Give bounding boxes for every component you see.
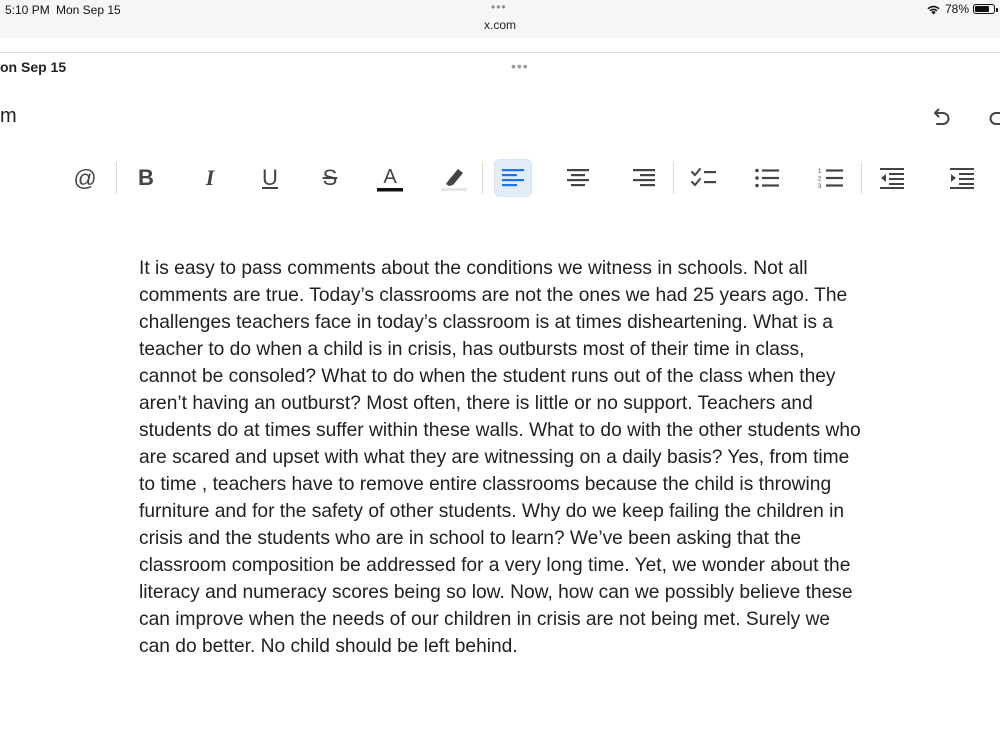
- increase-indent-button[interactable]: [943, 159, 981, 197]
- text-color-button[interactable]: [371, 159, 409, 197]
- toolbar-separator: [861, 162, 862, 194]
- paragraph-line: It is easy to pass comments about the conditions we witness in schools. Not all: [139, 258, 808, 279]
- checklist-icon: [690, 167, 718, 189]
- doc-date-label: on Sep 15: [0, 59, 67, 75]
- numbered-list-icon: [817, 167, 845, 189]
- svg-text:3: 3: [818, 184, 822, 189]
- redo-icon[interactable]: [985, 104, 1000, 130]
- address-bar-url[interactable]: x.com: [483, 18, 516, 32]
- mention-button[interactable]: [66, 159, 104, 197]
- status-time: 5:10 PM: [5, 3, 50, 17]
- paragraph-line: to time , teachers have to remove entire classrooms because the child is throwing: [139, 474, 832, 495]
- paragraph-line: comments are true. Today’s classrooms are not the ones we had 25 years ago. The: [139, 285, 848, 306]
- status-bar: [0, 0, 1000, 38]
- paragraph-line: classroom composition be addressed for a very long time. Yet, we wonder about the: [139, 555, 851, 576]
- toolbar-separator: [116, 162, 117, 194]
- underline-button[interactable]: [251, 159, 289, 197]
- at-sign-icon: @: [73, 164, 97, 191]
- text-color-icon: [373, 161, 407, 195]
- header-divider: [0, 52, 1000, 53]
- indent-decrease-icon: [878, 166, 906, 190]
- svg-text:A: A: [383, 166, 397, 188]
- strikethrough-button[interactable]: [311, 159, 349, 197]
- status-right-cluster: [926, 2, 995, 16]
- indent-increase-icon: [948, 166, 976, 190]
- svg-text:1: 1: [818, 169, 822, 175]
- paragraph-line: students do at times suffer within these walls. What to do with the other students who: [139, 420, 861, 441]
- battery-level-fill: [975, 6, 989, 12]
- paragraph-line: are scared and upset with what they are witnessing on a daily basis? Yes, from time: [139, 447, 850, 468]
- bulleted-list-button[interactable]: [748, 159, 786, 197]
- paragraph-line: aren’t having an outburst? Most often, there is little or no support. Teachers and: [139, 393, 813, 414]
- browser-more-dots-icon[interactable]: •••: [491, 0, 507, 14]
- align-center-icon: [565, 167, 591, 189]
- decrease-indent-button[interactable]: [873, 159, 911, 197]
- paragraph-line: literacy and numeracy scores being so low. Now, how can we possibly believe these: [139, 582, 853, 603]
- paragraph-line: challenges teachers face in today’s classroom is at times disheartening. What is a: [139, 312, 833, 333]
- toolbar-separator: [673, 162, 674, 194]
- align-left-button[interactable]: [494, 159, 532, 197]
- doc-title[interactable]: m: [0, 105, 17, 127]
- align-center-button[interactable]: [559, 159, 597, 197]
- checklist-button[interactable]: [685, 159, 723, 197]
- underline-icon: U: [262, 165, 278, 190]
- numbered-list-button[interactable]: [812, 159, 850, 197]
- italic-button[interactable]: [191, 159, 229, 197]
- status-date: Mon Sep 15: [56, 3, 121, 17]
- document-body[interactable]: [139, 255, 929, 660]
- bold-icon: B: [138, 165, 154, 190]
- battery-percent: 78%: [944, 2, 969, 16]
- italic-icon: I: [205, 165, 215, 190]
- paragraph-line: furniture and for the safety of other students. Why do we keep failing the children in: [139, 501, 845, 522]
- bullet-list-icon: [753, 167, 781, 189]
- paragraph-line: cannot be consoled? What to do when the student runs out of the class when they: [139, 366, 836, 387]
- undo-icon[interactable]: [928, 104, 954, 130]
- highlighter-icon: [437, 161, 471, 195]
- strikethrough-icon: S: [322, 165, 338, 190]
- paragraph-line: crisis and the students who are in school to learn? We’ve been asking that the: [139, 528, 802, 549]
- wifi-icon: [926, 4, 941, 15]
- highlight-button[interactable]: [435, 159, 473, 197]
- bold-button[interactable]: [127, 159, 165, 197]
- doc-more-dots-icon[interactable]: •••: [511, 58, 529, 74]
- paragraph-line: can do better. No child should be left behind.: [139, 636, 518, 657]
- battery-icon: [973, 4, 995, 14]
- battery-tip: [996, 8, 998, 12]
- align-right-icon: [631, 167, 657, 189]
- svg-text:2: 2: [818, 176, 822, 183]
- align-right-button[interactable]: [625, 159, 663, 197]
- align-left-icon: [500, 167, 526, 189]
- paragraph-line: teacher to do when a child is in crisis, has outbursts most of their time in class,: [139, 339, 805, 360]
- toolbar-separator: [482, 162, 483, 194]
- paragraph-line: can improve when the needs of our children in crisis are not being met. Surely we: [139, 609, 831, 630]
- formatting-toolbar: [0, 158, 1000, 200]
